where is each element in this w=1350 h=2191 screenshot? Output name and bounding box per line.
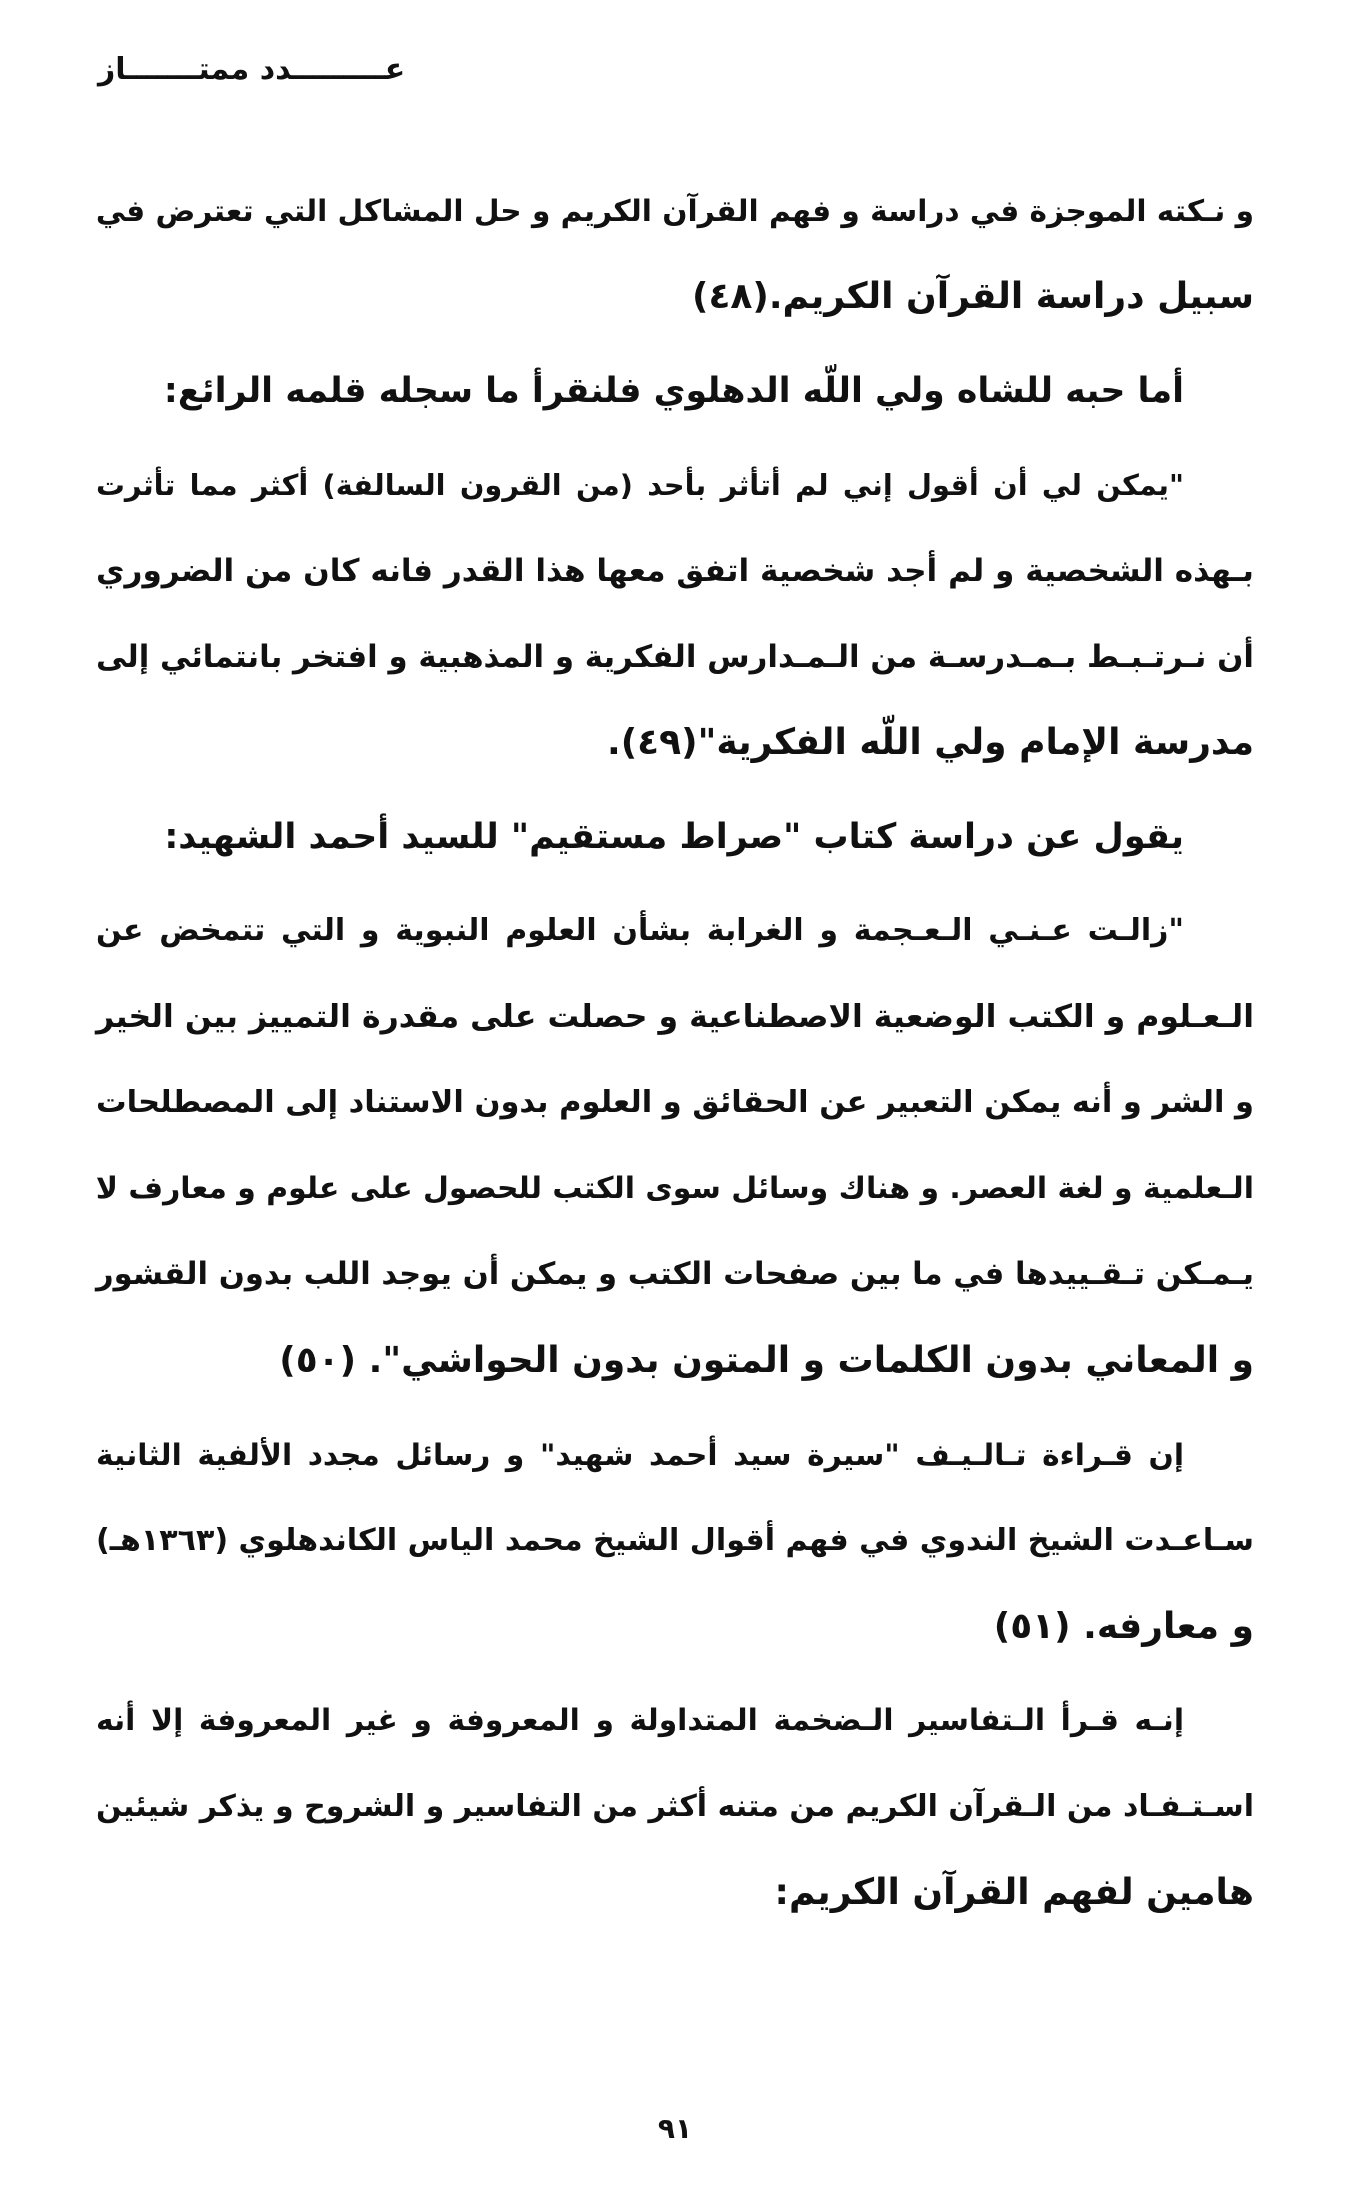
text-line: سـاعـدت الشيخ الندوي في فهم أقوال الشيخ محمد الياس الكاندهلوي (١٣٦٣هـ) — [96, 1523, 1254, 1558]
text-line: اسـتـفـاد من الـقرآن الكريم من متنه أكثر من التفاسير و الشروح و يذكر شيئين — [96, 1789, 1254, 1824]
text-line: و نـكته الموجزة في دراسة و فهم القرآن الكريم و حل المشاكل التي تعترض في — [95, 194, 1254, 228]
paragraph — [96, 794, 1254, 880]
paragraph — [96, 348, 1254, 434]
text-line: أما حبه للشاه ولي اللّه الدهلوي فلنقرأ ما سجله قلمه الرائع: — [163, 371, 1184, 411]
text-line: بـهذه الشخصية و لم أجد شخصية اتفق معها هذا القدر فانه كان من الضروري — [96, 553, 1254, 589]
text-line: إنـه قـرأ الـتفاسير الـضخمة المتداولة و المعروفة و غير المعروفة إلا أنه — [96, 1703, 1184, 1738]
text-line: إن قـراءة تـالـيـف "سيرة سيد أحمد شهيد" و رسائل مجدد الألفية الثانية — [96, 1437, 1184, 1472]
text-line: و معارفه. (٥١) — [993, 1606, 1254, 1647]
text-line: "يمكن لي أن أقول إني لم أتأثر بأحد (من القرون السالفة) أكثر مما تأثرت — [96, 468, 1184, 502]
text-line: مدرسة الإمام ولي اللّه الفكرية"(٤٩). — [607, 722, 1254, 763]
document-body — [96, 168, 1254, 1936]
text-line: سبيل دراسة القرآن الكريم.(٤٨) — [692, 276, 1254, 317]
text-line: و المعاني بدون الكلمات و المتون بدون الحواشي". (٥٠) — [279, 1340, 1254, 1381]
page-number: ٩١ — [657, 2112, 693, 2145]
text-line: و الشر و أنه يمكن التعبير عن الحقائق و العلوم بدون الاستناد إلى المصطلحات — [96, 1085, 1254, 1120]
running-header: عـــــــــدد ممتـــــــاز — [98, 52, 406, 87]
text-line: الـعـلوم و الكتب الوضعية الاصطناعية و حصلت على مقدرة التمييز بين الخير — [96, 999, 1254, 1035]
paragraph — [96, 168, 1254, 340]
text-line: هامين لفهم القرآن الكريم: — [774, 1872, 1254, 1913]
paragraph — [96, 1412, 1254, 1670]
text-line: أن نـرتـبـط بـمـدرسـة من الـمـدارس الفكرية و المذهبية و افتخر بانتمائي إلى — [96, 639, 1254, 675]
paragraph — [96, 1678, 1254, 1936]
text-line: يـمـكن تـقـييدها في ما بين صفحات الكتب و يمكن أن يوجد اللب بدون القشور — [96, 1257, 1254, 1292]
quote-paragraph — [96, 888, 1254, 1404]
quote-paragraph — [96, 442, 1254, 786]
text-line: يقول عن دراسة كتاب "صراط مستقيم" للسيد أحمد الشهيد: — [164, 817, 1184, 857]
text-line: الـعلمية و لغة العصر. و هناك وسائل سوى الكتب للحصول على علوم و معارف لا — [95, 1171, 1254, 1206]
text-line: "زالـت عـنـي الـعـجمة و الغرابة بشأن العلوم النبوية و التي تتمخض عن — [96, 913, 1184, 948]
